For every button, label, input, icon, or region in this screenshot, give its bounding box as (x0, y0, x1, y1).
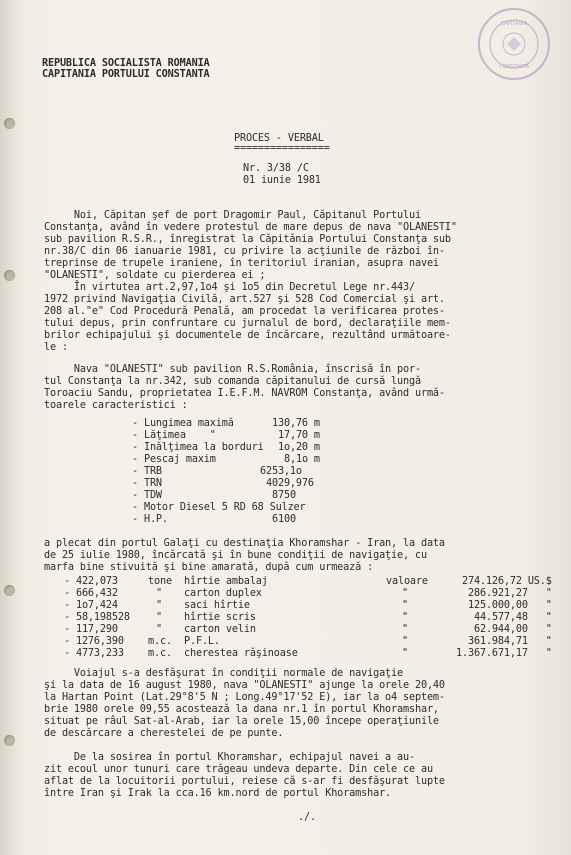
cargo-row: - 58,198528 " hîrtie scris " 44.577,48 " (64, 612, 552, 623)
text-line: În virtutea art.2,97,1o4 şi 1o5 din Decretul Lege nr.443/ (44, 282, 415, 293)
binder-hole (4, 270, 15, 281)
official-stamp (478, 8, 550, 80)
doc-title: PROCES - VERBAL (234, 133, 324, 144)
svg-text:CAPITANIA: CAPITANIA (500, 21, 528, 27)
cargo-row: - 4773,233 m.c. cherestea răşinoase " 1.367.671,17 " (64, 648, 552, 659)
cargo-row: - 117,290 " carton velin " 62.944,00 " (64, 624, 552, 635)
text-line: sub pavilion R.S.R., înregistrat la Căpitănia Portului Constanţa sub (44, 234, 451, 245)
text-line: între Iran şi Irak la cca.16 km.nord de portul Khoramshar. (44, 788, 392, 799)
doc-number: Nr. 3/38 /C (243, 163, 309, 174)
spec-row: - Motor Diesel 5 RD 68 Sulzer (132, 502, 306, 513)
text-line: nr.38/C din 06 ianuarie 1981, cu privire la acţiunile de război în- (44, 246, 445, 257)
cargo-row: - 666,432 " carton duplex " 286.921,27 " (64, 588, 552, 599)
text-line: De la sosirea în portul Khoramshar, echipajul navei a au- (44, 752, 415, 763)
cargo-header-value: valoare (386, 576, 428, 587)
text-line: treprinse de trupele iraniene, în teritoriul iranian, asupra navei (44, 258, 439, 269)
svg-text:CONSTANTA: CONSTANTA (498, 64, 530, 70)
binder-hole (4, 735, 15, 746)
spec-row: - Lungimea maximă 130,76 m (132, 418, 320, 429)
text-line: zit ecoul unor tunuri care trăgeau undeva departe. Din cele ce au (44, 764, 433, 775)
doc-date: 01 iunie 1981 (243, 175, 321, 186)
text-line: Noi, Căpitan şef de port Dragomir Paul, Căpitanul Portului (44, 210, 421, 221)
text-line: "OLANESTI", soldate cu pierderea ei ; (44, 270, 266, 281)
cargo-row: - 1o7,424 " saci hîrtie " 125.000,00 " (64, 600, 552, 611)
header-line-1: REPUBLICA SOCIALISTA ROMANIA (42, 58, 210, 69)
text-line: de 25 iulie 1980, încărcată şi în bune condiţii de navigaţie, cu (44, 550, 427, 561)
header-line-2: CAPITANIA PORTULUI CONSTANTA (42, 69, 210, 80)
binder-holes (4, 0, 18, 855)
text-line: brie 1980 orele 09,55 acostează la dana nr.1 în portul Khoramshar, (44, 704, 439, 715)
text-line: tul Constanţa la nr.342, sub comanda căpitanului de cursă lungă (44, 376, 421, 387)
binder-hole (4, 118, 15, 129)
spec-row: - TRB 6253,1o (132, 466, 302, 477)
spec-row: - TDW 8750 (132, 490, 296, 501)
binder-hole (4, 585, 15, 596)
cargo-row: - 422,073 tone hîrtie ambalaj valoare 274.126,72 US.$ (64, 576, 552, 587)
cargo-row: - 1276,390 m.c. P.F.L. " 361.984,71 " (64, 636, 552, 647)
text-line: le : (44, 342, 68, 353)
spec-row: - H.P. 6100 (132, 514, 296, 525)
text-line: Nava "OLANESTI" sub pavilion R.S.România, înscrisă în por- (44, 364, 421, 375)
stamp-seal-icon (480, 10, 548, 78)
spec-row: - TRN 4029,976 (132, 478, 314, 489)
text-line: aflat de la locuitorii portului, reiese că s-ar fi desfăşurat lupte (44, 776, 445, 787)
text-line: Toroaciu Sandu, proprietatea I.E.F.M. NAVROM Constanţa, având urmă- (44, 388, 445, 399)
spec-row: - Pescaj maxim 8,1o m (132, 454, 320, 465)
text-line: şi la data de 16 august 1980, nava "OLANESTI" ajunge la orele 20,40 (44, 680, 445, 691)
text-line: de descărcare a cherestelei de pe punte. (44, 728, 284, 739)
text-line: situat pe râul Sat-al-Arab, iar la orele 15,00 începe operaţiunile (44, 716, 439, 727)
text-line: la Hartan Point (Lat.29°8'5 N ; Long.49°17'52 E), iar la o4 septem- (44, 692, 445, 703)
doc-title-underline: ================ (234, 143, 330, 154)
text-line: Constanţa, având în vedere protestul de mare depus de nava "OLANESTI" (44, 222, 457, 233)
text-line: marfa bine stivuită şi bine amarată, după cum urmează : (44, 562, 374, 573)
text-line: a plecat din portul Galaţi cu destinaţia Khoramshar - Iran, la data (44, 538, 445, 549)
text-line: tului depus, prin confruntare cu jurnalul de bord, declaraţiile mem- (44, 318, 451, 329)
text-line: 208 al."e" Cod Procedură Penală, am procedat la verificarea protes- (44, 306, 445, 317)
page-continuation-mark: ./. (298, 812, 316, 823)
text-line: toarele caracteristici : (44, 400, 188, 411)
text-line: 1972 privind Navigaţia Civilă, art.527 şi 528 Cod Comercial şi art. (44, 294, 445, 305)
spec-row: - Lăţimea " 17,70 m (132, 430, 320, 441)
spec-row: - Inălţimea la borduri 1o,20 m (132, 442, 320, 453)
text-line: brilor echipajului şi documentele de încărcare, rezultând următoare- (44, 330, 451, 341)
text-line: Voiajul s-a desfăşurat în condiţii normale de navigaţie (44, 668, 404, 679)
